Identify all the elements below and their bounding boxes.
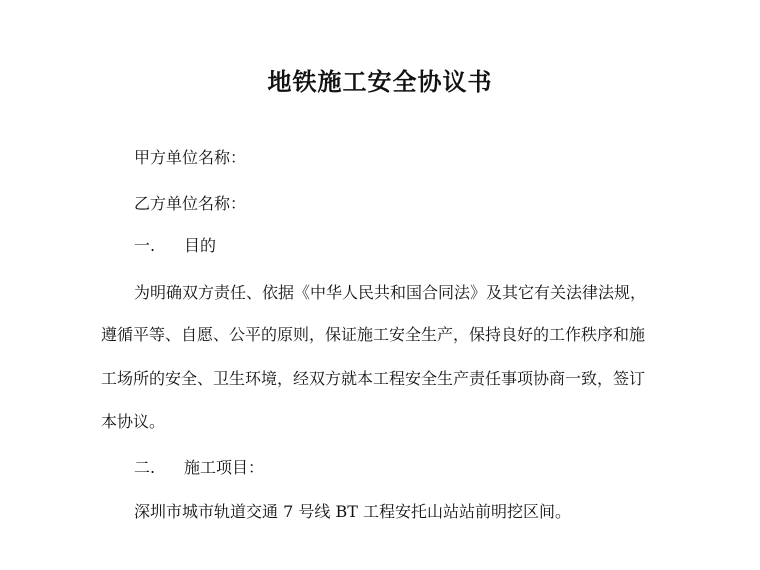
party-a-label: 甲方单位名称： <box>134 148 247 167</box>
section-1-title: 目的 <box>184 236 217 255</box>
section-1-number: 一. <box>134 236 156 255</box>
section-2-title: 施工项目： <box>184 458 265 477</box>
document-title: 地铁施工安全协议书 <box>267 68 493 96</box>
paragraph-1-line-2: 遵循平等、自愿、公平的原则，保证施工安全生产，保持良好的工作秩序和施 <box>101 325 646 344</box>
paragraph-2: 深圳市城市轨道交通 7 号线 BT 工程安托山站站前明挖区间。 <box>134 502 571 521</box>
paragraph-1-line-4: 本协议。 <box>101 412 166 431</box>
paragraph-1-line-1: 为明确双方责任、依据《中华人民共和国合同法》及其它有关法律法规， <box>134 283 647 302</box>
section-1-heading <box>134 236 216 256</box>
party-b-label: 乙方单位名称： <box>134 194 247 213</box>
section-2-heading <box>134 458 264 478</box>
section-2-number: 二. <box>134 458 156 477</box>
paragraph-1-line-3: 工场所的安全、卫生环境，经双方就本工程安全生产责任事项协商一致，签订 <box>101 369 646 388</box>
